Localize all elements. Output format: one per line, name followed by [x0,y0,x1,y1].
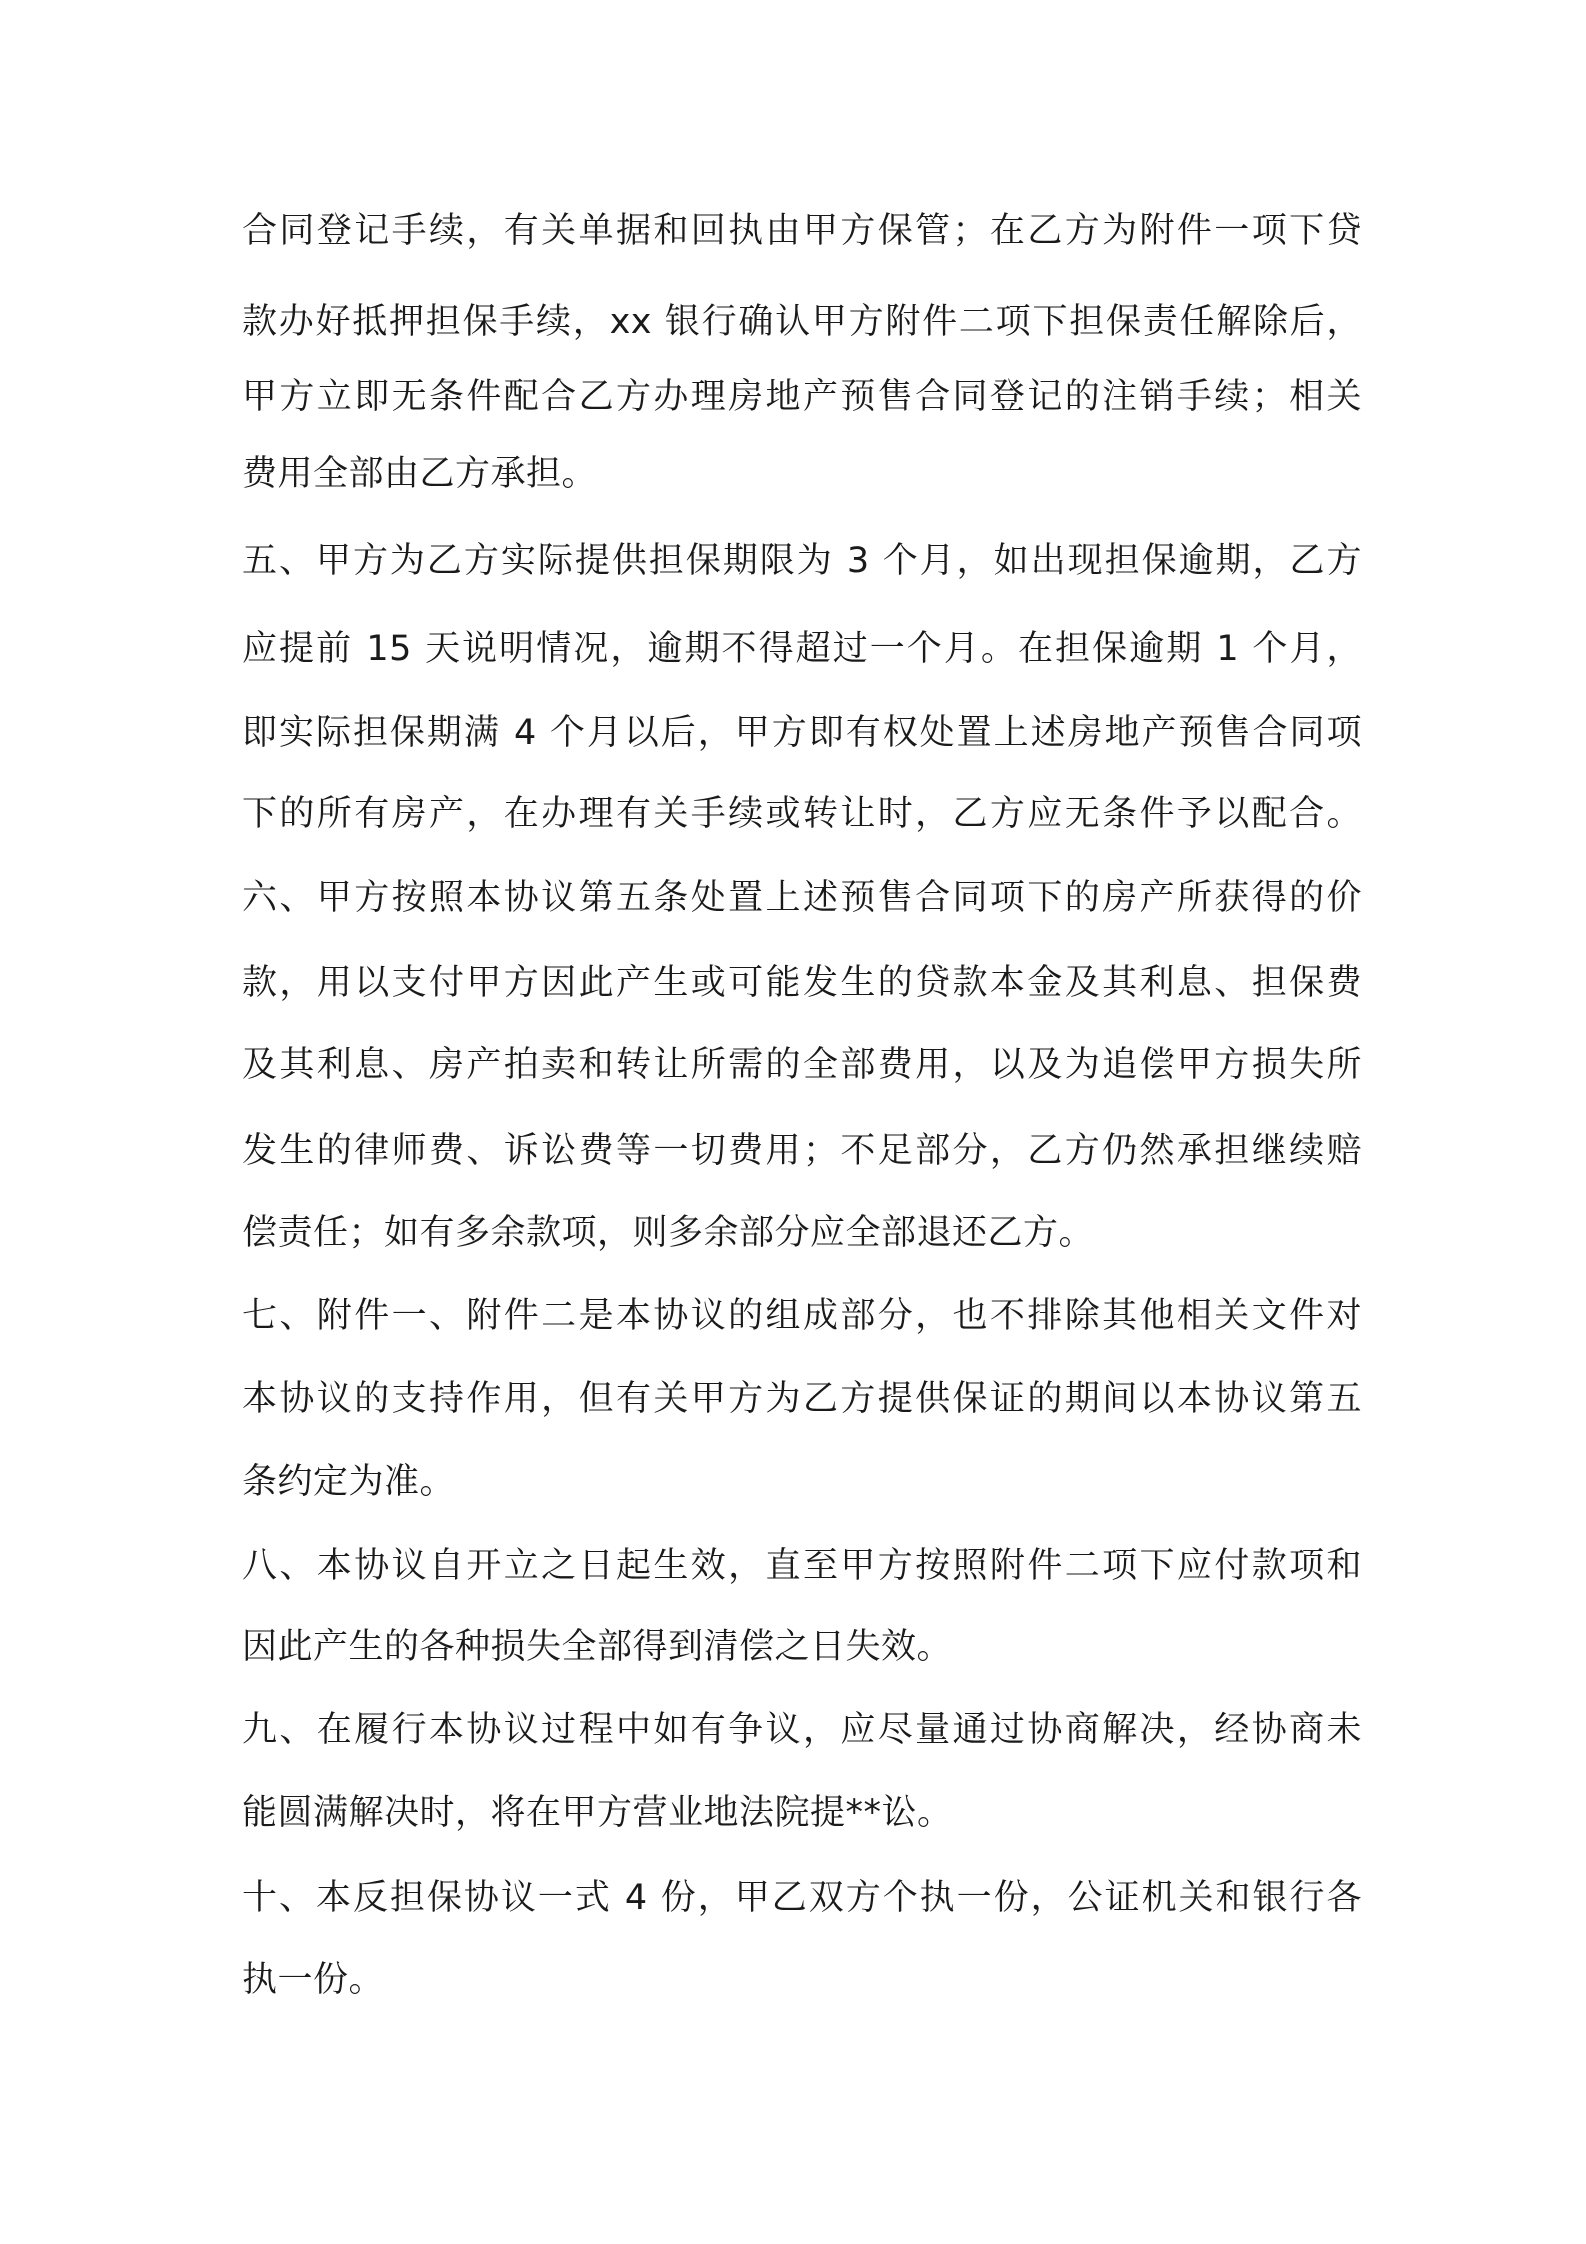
text-line: 款，用以支付甲方因此产生或可能发生的贷款本金及其利息、担保费 [242,963,1362,1003]
text-line: 条约定为准。 [242,1462,456,1502]
text-line: 执一份。 [242,1960,385,2000]
text-line: 下的所有房产，在办理有关手续或转让时，乙方应无条件予以配合。 [242,794,1362,834]
text-line: 费用全部由乙方承担。 [242,454,598,494]
text-line: 及其利息、房产拍卖和转让所需的全部费用，以及为追偿甲方损失所 [242,1045,1362,1085]
text-line: 十、本反担保协议一式 4 份，甲乙双方个执一份，公证机关和银行各 [242,1878,1362,1918]
text-line: 七、附件一、附件二是本协议的组成部分，也不排除其他相关文件对 [242,1296,1362,1336]
text-line: 款办好抵押担保手续，xx 银行确认甲方附件二项下担保责任解除后， [242,302,1362,342]
text-line: 八、本协议自开立之日起生效，直至甲方按照附件二项下应付款项和 [242,1546,1362,1586]
text-line: 甲方立即无条件配合乙方办理房地产预售合同登记的注销手续；相关 [242,377,1362,417]
text-line: 合同登记手续，有关单据和回执由甲方保管；在乙方为附件一项下贷 [242,211,1362,251]
text-line: 发生的律师费、诉讼费等一切费用；不足部分，乙方仍然承担继续赔 [242,1131,1362,1171]
text-line: 即实际担保期满 4 个月以后，甲方即有权处置上述房地产预售合同项 [242,713,1362,753]
text-line: 因此产生的各种损失全部得到清偿之日失效。 [242,1627,953,1667]
text-line: 偿责任；如有多余款项，则多余部分应全部退还乙方。 [242,1213,1095,1253]
text-line: 应提前 15 天说明情况，逾期不得超过一个月。在担保逾期 1 个月， [242,629,1362,669]
text-line: 六、甲方按照本协议第五条处置上述预售合同项下的房产所获得的价 [242,878,1362,918]
text-line: 能圆满解决时，将在甲方营业地法院提**讼。 [242,1793,953,1833]
text-line: 本协议的支持作用，但有关甲方为乙方提供保证的期间以本协议第五 [242,1379,1362,1419]
text-line: 九、在履行本协议过程中如有争议，应尽量通过协商解决，经协商未 [242,1710,1362,1750]
text-line: 五、甲方为乙方实际提供担保期限为 3 个月，如出现担保逾期，乙方 [242,541,1362,581]
